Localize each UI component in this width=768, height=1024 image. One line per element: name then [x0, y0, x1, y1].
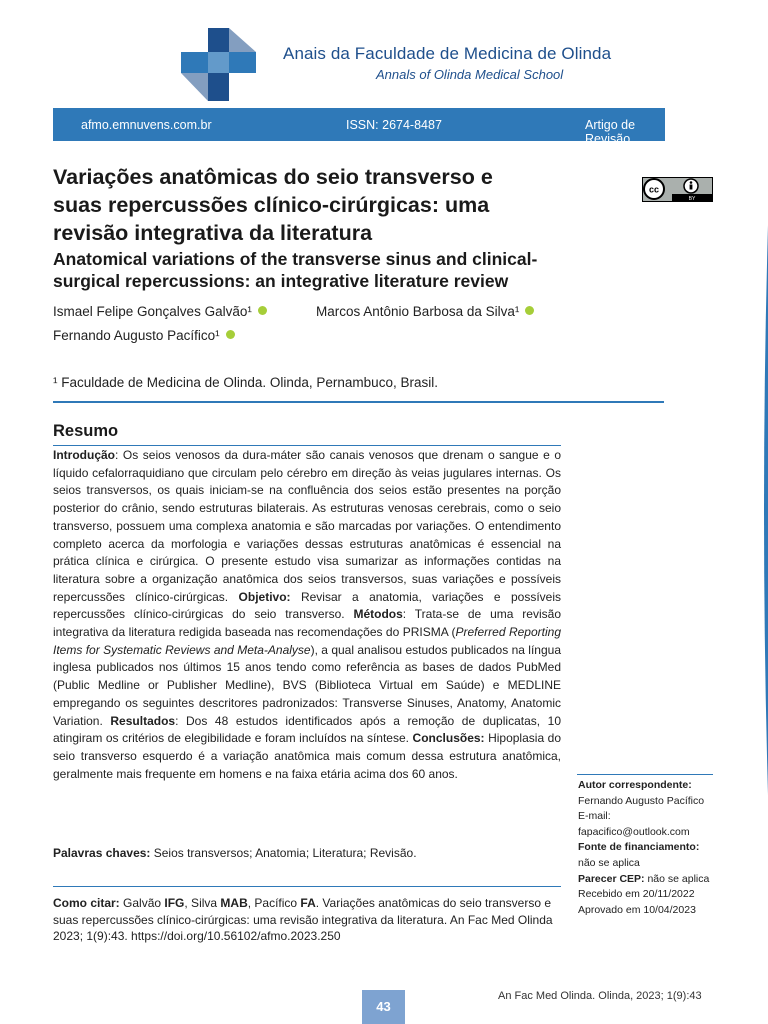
journal-name-en: Annals of Olinda Medical School — [376, 67, 564, 82]
citation-text: . Variações anatômicas do seio transverso e suas repercussões clínico-cirúrgicas: uma revisão integrativa da literatura. An Fac Med Olinda 2023; 1(9):43. https://doi.org/10.56102/afmo.2023.250 — [53, 896, 553, 943]
approved-date: Aprovado em 10/04/2023 — [578, 903, 696, 916]
orcid-icon[interactable] — [258, 306, 267, 315]
cep-value: não se aplica — [644, 872, 710, 885]
intro-label: Introdução — [53, 448, 115, 462]
funding-value: não se aplica — [578, 856, 640, 869]
objective-text: Revisar a anatomia, variações e possíveis repercussões clínico-cirúrgicas do seio transverso. — [53, 589, 562, 622]
title-pt-line: revisão integrativa da literatura — [53, 221, 373, 245]
issn-label: ISSN: 2674-8487 — [346, 118, 442, 132]
author-2 — [316, 304, 534, 319]
license-badge-text: BY — [688, 196, 696, 202]
divider — [53, 401, 664, 403]
orcid-icon[interactable] — [525, 306, 534, 315]
methods-italic-text: Preferred Reporting Items for Systematic Reviews and Meta-Analyse — [53, 625, 561, 657]
keywords-text: Seios transversos; Anatomia; Literatura; Revisão. — [150, 846, 417, 860]
article-type-label: Artigo de Revisão — [585, 118, 636, 146]
title-pt-line: suas repercussões clínico-cirúrgicas: uma — [53, 193, 490, 217]
conclusions-label: Conclusões: — [412, 731, 485, 746]
cc-by-license-icon[interactable] — [642, 177, 713, 202]
journal-logo-cross-icon — [181, 28, 256, 101]
keywords-label: Palavras chaves: — [53, 846, 151, 860]
title-en-line: Anatomical variations of the transverse sinus and clinical- — [53, 249, 538, 269]
email-label: E-mail: — [578, 810, 611, 823]
citation-initials: IFG — [164, 896, 185, 910]
email-link[interactable]: fapacifico@outlook.com — [578, 825, 690, 838]
author-1 — [53, 304, 267, 319]
keywords — [53, 846, 561, 860]
affiliation: ¹ Faculdade de Medicina de Olinda. Olinda, Pernambuco, Brasil. — [53, 375, 438, 390]
intro-text: : Os seios venosos da dura-máter são canais venosos que drenam o sangue e o líquido cefalorraquidiano que circulam pelo cérebro em direção às veias jugulares internas. Os seios transversos, os quais iniciam-se na confluência dos seios estão presentes na porção posterior do crânio, sendo estruturas bilaterais. As estruturas venosas cerebrais, como o seio transverso, possuem uma complexa anatomia e são marcadas por variações. O entendimento completo acerca da morfologia e variações dessas estruturas anatômicas é essencial na prática clínica e cirúrgica. O presente estudo visa sumarizar as informações contidas na literatura sobre a organização anatômica dos seios transversos, suas variações e possíveis repercussões clínico-cirúrgicas. — [53, 448, 561, 604]
citation-initials: MAB — [220, 896, 248, 910]
citation-text: Galvão — [119, 896, 165, 910]
article-title-en — [53, 248, 633, 292]
journal-name-pt: Anais da Faculdade de Medicina de Olinda — [283, 44, 612, 63]
results-label: Resultados — [110, 713, 176, 728]
website-link[interactable]: afmo.emnuvens.com.br — [81, 118, 212, 132]
svg-text:cc: cc — [648, 184, 660, 195]
author-name: Fernando Augusto Pacífico¹ — [53, 328, 220, 343]
page-edge-decoration — [760, 225, 768, 795]
sidebar-info — [578, 778, 718, 918]
footer-journal-ref: An Fac Med Olinda. Olinda, 2023; 1(9):43 — [498, 990, 702, 1002]
received-date: Recebido em 20/11/2022 — [578, 888, 695, 901]
title-en-line: surgical repercussions: an integrative literature review — [53, 271, 509, 291]
author-name: Marcos Antônio Barbosa da Silva¹ — [316, 304, 520, 319]
header-info-bar — [53, 108, 665, 146]
abstract-body — [53, 447, 561, 783]
citation-label: Como citar: — [53, 896, 120, 910]
author-name: Ismael Felipe Gonçalves Galvão¹ — [53, 304, 252, 319]
citation-initials: FA — [300, 896, 316, 910]
corresp-name: Fernando Augusto Pacífico — [578, 794, 705, 807]
citation-text: , Silva — [184, 896, 221, 910]
orcid-icon[interactable] — [226, 330, 235, 339]
methods-text: : Trata-se de uma revisão integrativa da literatura redigida baseada nas recomendações do PRISMA ( — [53, 607, 561, 640]
methods-label: Métodos — [353, 607, 403, 622]
conclusions-text: Hipoplasia do seio transverso esquerdo é a variação anatômica mais comum dessa estrutura anatômica, geralmente mais frequente em homens e na faixa etária acima dos 60 anos. — [53, 731, 561, 781]
divider — [53, 445, 561, 446]
funding-label: Fonte de financiamento: — [578, 841, 700, 854]
objective-label: Objetivo: — [238, 589, 291, 604]
methods-text: ), a qual analisou estudos publicados na língua inglesa publicados nos últimos 15 anos tendo como referência as bases de dados PubMed (Public Medline or Publisher Medline), BVS (Biblioteca Virtual em Saúde) e MEDLINE empregando os seguintes descritores padronizados: Transverse Sinuses, Anatomy, Anatomic Variation. — [53, 642, 561, 728]
article-title-pt — [53, 163, 613, 247]
divider — [577, 774, 713, 775]
corresp-label: Autor correspondente: — [578, 779, 692, 791]
citation — [53, 895, 561, 945]
title-pt-line: Variações anatômicas do seio transverso e — [53, 165, 493, 189]
abstract-heading: Resumo — [53, 422, 119, 440]
citation-text: , Pacífico — [247, 896, 301, 910]
page-number: 43 — [362, 990, 405, 1024]
results-text: : Dos 48 estudos identificados após a remoção de duplicatas, 10 atingiram os critérios de elegibilidade e foram incluídos na síntese. — [53, 713, 561, 746]
author-3 — [53, 328, 235, 343]
cep-label: Parecer CEP: — [578, 872, 645, 885]
divider — [53, 886, 561, 887]
